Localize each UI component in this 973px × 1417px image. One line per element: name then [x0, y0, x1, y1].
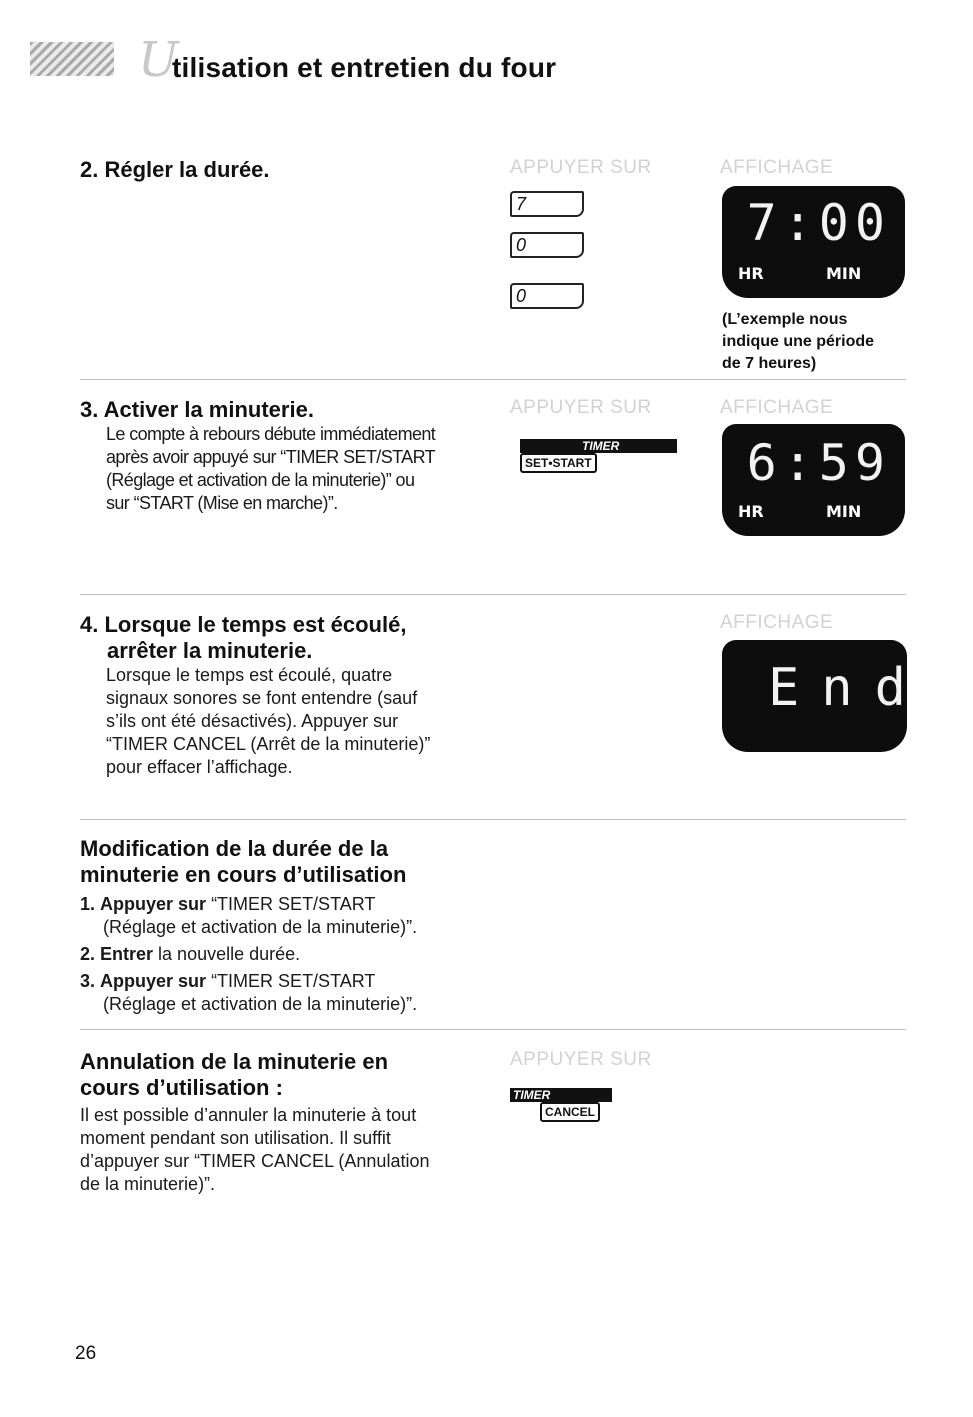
display-column-header: AFFICHAGE	[720, 612, 834, 633]
title-line: Annulation de la minuterie en	[80, 1049, 389, 1074]
divider	[80, 594, 906, 595]
title-line: minuterie en cours d’utilisation	[80, 862, 407, 887]
press-column-header: APPUYER SUR	[510, 157, 652, 178]
item-continuation: (Réglage et activation de la minuterie)”.	[103, 917, 418, 937]
item-continuation: (Réglage et activation de la minuterie)”.	[103, 994, 418, 1014]
step4-title	[80, 612, 406, 664]
body-line: s’ils ont été désactivés). Appuyer sur	[106, 711, 399, 731]
divider	[80, 379, 906, 380]
timer-set-start-button[interactable]: SET•START	[520, 453, 597, 473]
display-6-59	[722, 424, 905, 536]
annulation-title	[80, 1049, 388, 1101]
body-line: Le compte à rebours débute immédiatement	[106, 424, 436, 444]
timer-bar: TIMER	[520, 439, 677, 453]
step4-body	[106, 664, 430, 779]
page-number: 26	[75, 1343, 97, 1364]
display-end-text: End	[768, 658, 928, 718]
key-0-second[interactable]: 0	[510, 283, 584, 309]
body-line: de la minuterie)”.	[80, 1174, 216, 1194]
modification-list	[80, 893, 417, 1016]
timer-bar: TIMER	[510, 1088, 612, 1102]
body-line: sur “START (Mise en marche)”.	[106, 493, 338, 513]
note-line: de 7 heures)	[722, 355, 817, 372]
list-item	[80, 970, 417, 1016]
step3-body	[106, 423, 435, 515]
body-line: pour effacer l’affichage.	[106, 757, 293, 777]
title-line: 4. Lorsque le temps est écoulé,	[80, 612, 407, 637]
display-min-label: MIN	[826, 264, 862, 283]
key-7[interactable]: 7	[510, 191, 584, 217]
note-line: indique une période	[722, 333, 875, 350]
step3-title: 3. Activer la minuterie.	[80, 397, 314, 422]
display-min-label: MIN	[826, 502, 862, 521]
body-line: “TIMER CANCEL (Arrêt de la minuterie)”	[106, 734, 431, 754]
body-line: (Réglage et activation de la minuterie)” ou	[106, 470, 415, 490]
item-text: “TIMER SET/START	[206, 971, 376, 991]
key-0[interactable]: 0	[510, 232, 584, 258]
press-column-header: APPUYER SUR	[510, 1049, 652, 1070]
header-initial: U	[138, 32, 179, 88]
press-column-header: APPUYER SUR	[510, 397, 652, 418]
display-hr-label: HR	[738, 264, 764, 283]
item-action: Appuyer sur	[100, 971, 207, 991]
body-line: Lorsque le temps est écoulé, quatre	[106, 665, 393, 685]
title-line: arrêter la minuterie.	[107, 638, 313, 663]
body-line: Il est possible d’annuler la minuterie à tout	[80, 1105, 417, 1125]
display-7-00	[722, 186, 905, 298]
note-line: (L’exemple nous	[722, 311, 848, 328]
body-line: d’appuyer sur “TIMER CANCEL (Annulation	[80, 1151, 430, 1171]
body-line: moment pendant son utilisation. Il suffit	[80, 1128, 391, 1148]
body-line: après avoir appuyé sur “TIMER SET/START	[106, 447, 436, 467]
step2-note	[722, 309, 874, 375]
display-column-header: AFFICHAGE	[720, 157, 834, 178]
display-hr-label: HR	[738, 502, 764, 521]
step2-title: 2. Régler la durée.	[80, 157, 270, 182]
display-digits: 6:59	[746, 434, 891, 492]
page-title: tilisation et entretien du four	[172, 52, 557, 83]
item-number: 3.	[80, 971, 96, 991]
list-item	[80, 893, 417, 939]
item-text: la nouvelle durée.	[153, 944, 301, 964]
list-item	[80, 943, 417, 966]
header-decoration	[30, 42, 114, 76]
annulation-body	[80, 1104, 429, 1196]
item-text: “TIMER SET/START	[206, 894, 376, 914]
item-action: Entrer	[100, 944, 154, 964]
title-line: Modification de la durée de la	[80, 836, 389, 861]
divider	[80, 1029, 906, 1030]
modification-title	[80, 836, 406, 888]
item-number: 2.	[80, 944, 96, 964]
display-column-header: AFFICHAGE	[720, 397, 834, 418]
timer-cancel-button[interactable]: CANCEL	[540, 1102, 600, 1122]
divider	[80, 819, 906, 820]
item-action: Appuyer sur	[100, 894, 207, 914]
title-line: cours d’utilisation :	[80, 1075, 283, 1100]
display-digits: 7:00	[746, 194, 891, 252]
body-line: signaux sonores se font entendre (sauf	[106, 688, 418, 708]
display-end	[722, 640, 928, 752]
item-number: 1.	[80, 894, 96, 914]
